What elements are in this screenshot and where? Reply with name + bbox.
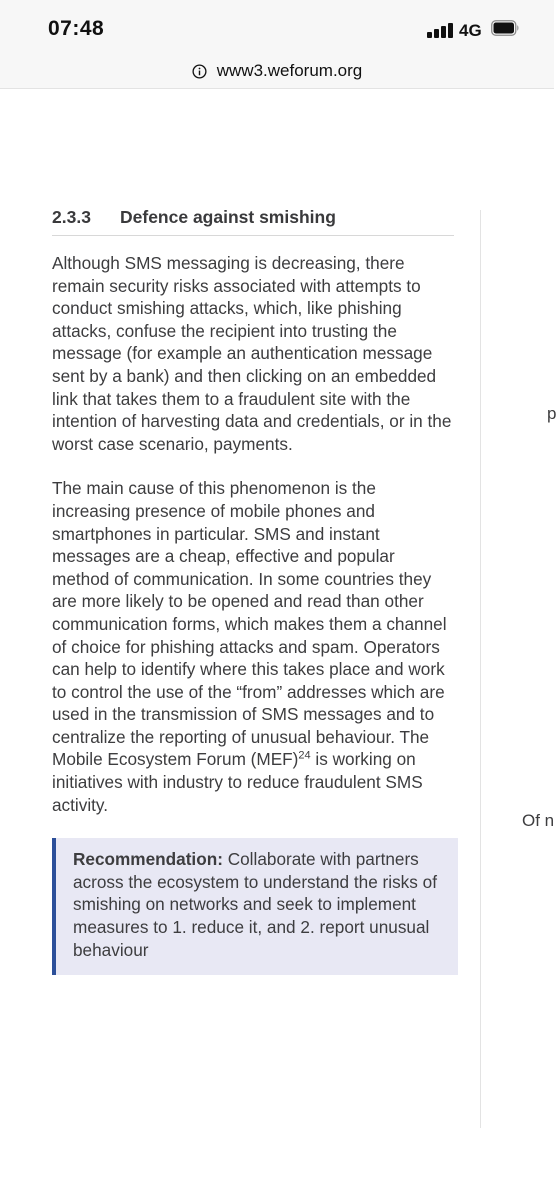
- network-type: 4G: [459, 21, 482, 40]
- page-divider: [480, 210, 481, 1128]
- adjacent-page-fragment: p: [547, 404, 556, 423]
- paragraph-2: [52, 477, 454, 816]
- adjacent-page-fragment: Of n: [522, 811, 555, 830]
- status-bar: [0, 0, 554, 58]
- footnote-reference[interactable]: 24: [298, 749, 311, 762]
- paragraph-1: Although SMS messaging is decreasing, there remain security risks associated with attempts to conduct smishing attacks, which, like phishing attacks, confuse the recipient into trusting the message (for example an authentication message sent by a bank) and then clicking on an embedded link that takes them to a fraudulent site with the intention of harvesting data and credentials, or in the worst case scenario, payments.: [52, 253, 452, 454]
- paragraph-2-text: The main cause of this phenomenon is the increasing presence of mobile phones and smartphones in particular. SMS and instant messages are a cheap, effective and popular method of communication. In some countries they are more likely to be opened and read than other communication forms, which makes them a channel of choice for phishing attacks and spam. Operators can help to identify where this takes place and work to control the use of the “from” addresses which are used in the transmission of SMS messages and to centralize the reporting of unusual behaviour. The Mobile Ecosystem Forum (MEF): [52, 478, 447, 770]
- recommendation-box: [52, 838, 458, 975]
- clock-time: 07:48: [48, 17, 105, 40]
- url-text[interactable]: www3.weforum.org: [216, 61, 363, 80]
- section-heading: [52, 207, 454, 236]
- section-number: 2.3.3: [52, 207, 91, 227]
- cellular-signal-icon: [427, 22, 455, 38]
- recommendation-label: Recommendation:: [73, 849, 223, 870]
- page-top-edge: [0, 84, 554, 89]
- address-bar[interactable]: [0, 58, 554, 84]
- document-page: [52, 207, 454, 975]
- battery-icon: [491, 20, 520, 36]
- paragraph-2-text-end: is working on initiatives with industry to reduce fraudulent SMS activity.: [52, 749, 423, 815]
- section-title: Defence against smishing: [120, 207, 336, 227]
- info-icon[interactable]: [192, 64, 207, 79]
- recommendation-text: Collaborate with partners across the ecosystem to understand the risks of smishing on networks and seek to implement measures to 1. reduce it, and 2. report unusual behaviour: [73, 849, 437, 960]
